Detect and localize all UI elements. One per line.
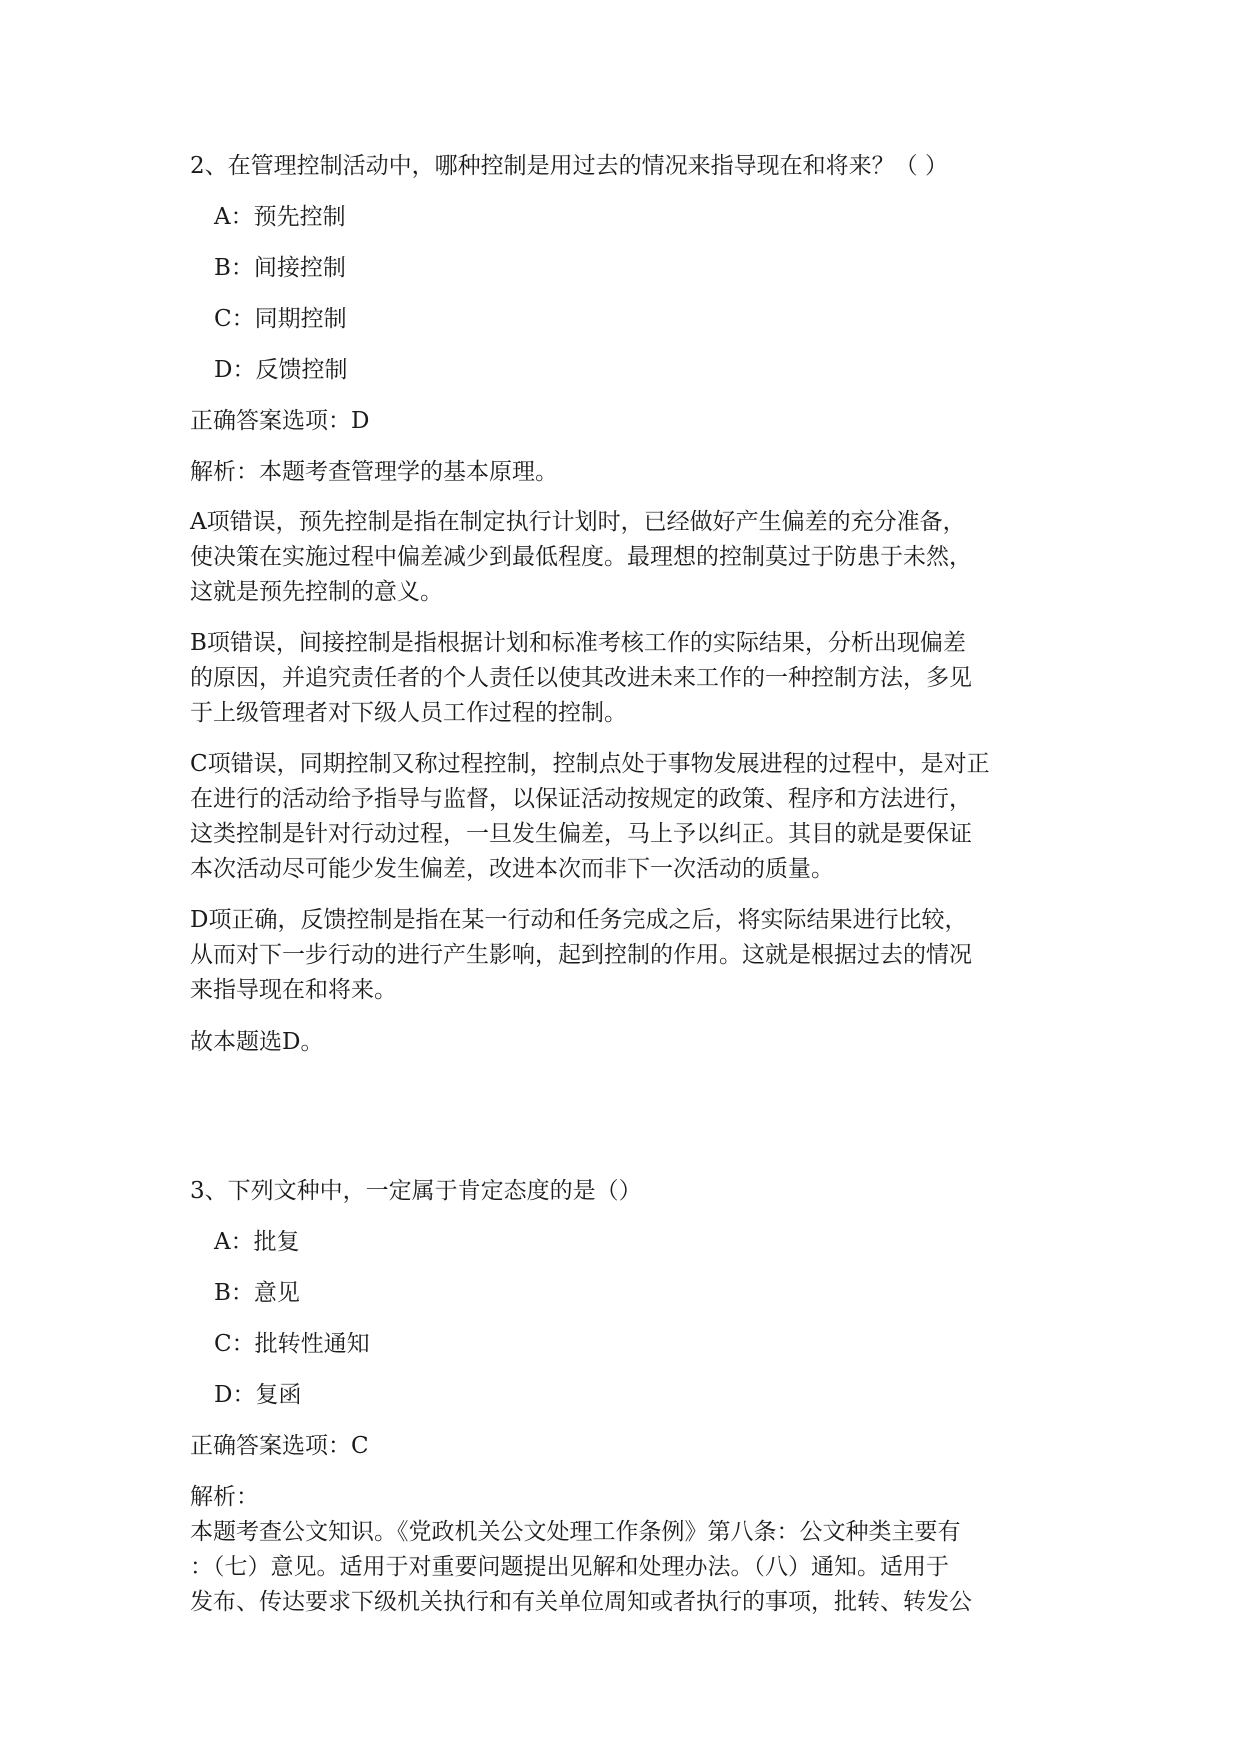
question-3-analysis-label: 解析： [190,1484,259,1510]
analysis-line: C项错误，同期控制又称过程控制，控制点处于事物发展进程的过程中，是对正 [190,751,990,777]
question-3-block [190,1173,1060,1620]
question-3-answer: 正确答案选项：C [190,1433,369,1459]
question-2-analysis-b [190,626,1060,731]
question-3-option-b: B：意见 [214,1280,300,1306]
question-2-text: 2、在管理控制活动中，哪种控制是用过去的情况来指导现在和将来？（ ） [190,153,948,179]
question-2-analysis-d [190,903,1060,1008]
question-2-option-d: D：反馈控制 [214,357,348,383]
question-3-analysis-body [190,1515,1060,1620]
question-3-options [190,1224,1060,1413]
analysis-line: B项错误，间接控制是指根据计划和标准考核工作的实际结果，分析出现偏差 [190,630,966,656]
question-3-text: 3、下列文种中，一定属于肯定态度的是（） [190,1178,642,1204]
analysis-line: D项正确，反馈控制是指在某一行动和任务完成之后，将实际结果进行比较， [190,907,968,933]
question-3-option-c: C：批转性通知 [214,1331,370,1357]
analysis-line: 这类控制是针对行动过程，一旦发生偏差，马上予以纠正。其目的就是要保证 [190,821,972,847]
analysis-line: 这就是预先控制的意义。 [190,579,443,605]
analysis-line: 于上级管理者对下级人员工作过程的控制。 [190,700,627,726]
analysis-line: 本次活动尽可能少发生偏差，改进本次而非下一次活动的质量。 [190,856,834,882]
question-2-analysis-label: 解析：本题考查管理学的基本原理。 [190,459,558,485]
question-2-option-b: B：间接控制 [214,255,346,281]
question-2-block [190,148,1060,1060]
analysis-line: 的原因，并追究责任者的个人责任以使其改进未来工作的一种控制方法，多见 [190,665,972,691]
question-2-analysis-c [190,747,1060,887]
analysis-line: ：（七）意见。适用于对重要问题提出见解和处理办法。（八）通知。适用于 [190,1554,949,1580]
analysis-line: 来指导现在和将来。 [190,977,397,1003]
analysis-line: A项错误，预先控制是指在制定执行计划时，已经做好产生偏差的充分准备， [190,509,966,535]
question-2-option-c: C：同期控制 [214,306,347,332]
question-2-answer: 正确答案选项：D [190,408,370,434]
analysis-line: 本题考查公文知识。《党政机关公文处理工作条例》第八条：公文种类主要有 [190,1519,961,1545]
document-page [190,148,1060,1620]
question-2-conclusion: 故本题选D。 [190,1029,324,1055]
section-spacer [190,1075,1060,1173]
question-2-analysis-a [190,505,1060,610]
question-3-option-d: D：复函 [214,1382,302,1408]
analysis-line: 从而对下一步行动的进行产生影响，起到控制的作用。这就是根据过去的情况 [190,942,972,968]
question-2-option-a: A：预先控制 [214,204,346,230]
question-2-options [190,199,1060,388]
question-3-option-a: A：批复 [214,1229,300,1255]
analysis-line: 发布、传达要求下级机关执行和有关单位周知或者执行的事项，批转、转发公 [190,1589,972,1615]
analysis-line: 使决策在实施过程中偏差减少到最低程度。最理想的控制莫过于防患于未然， [190,544,972,570]
analysis-line: 在进行的活动给予指导与监督，以保证活动按规定的政策、程序和方法进行， [190,786,972,812]
